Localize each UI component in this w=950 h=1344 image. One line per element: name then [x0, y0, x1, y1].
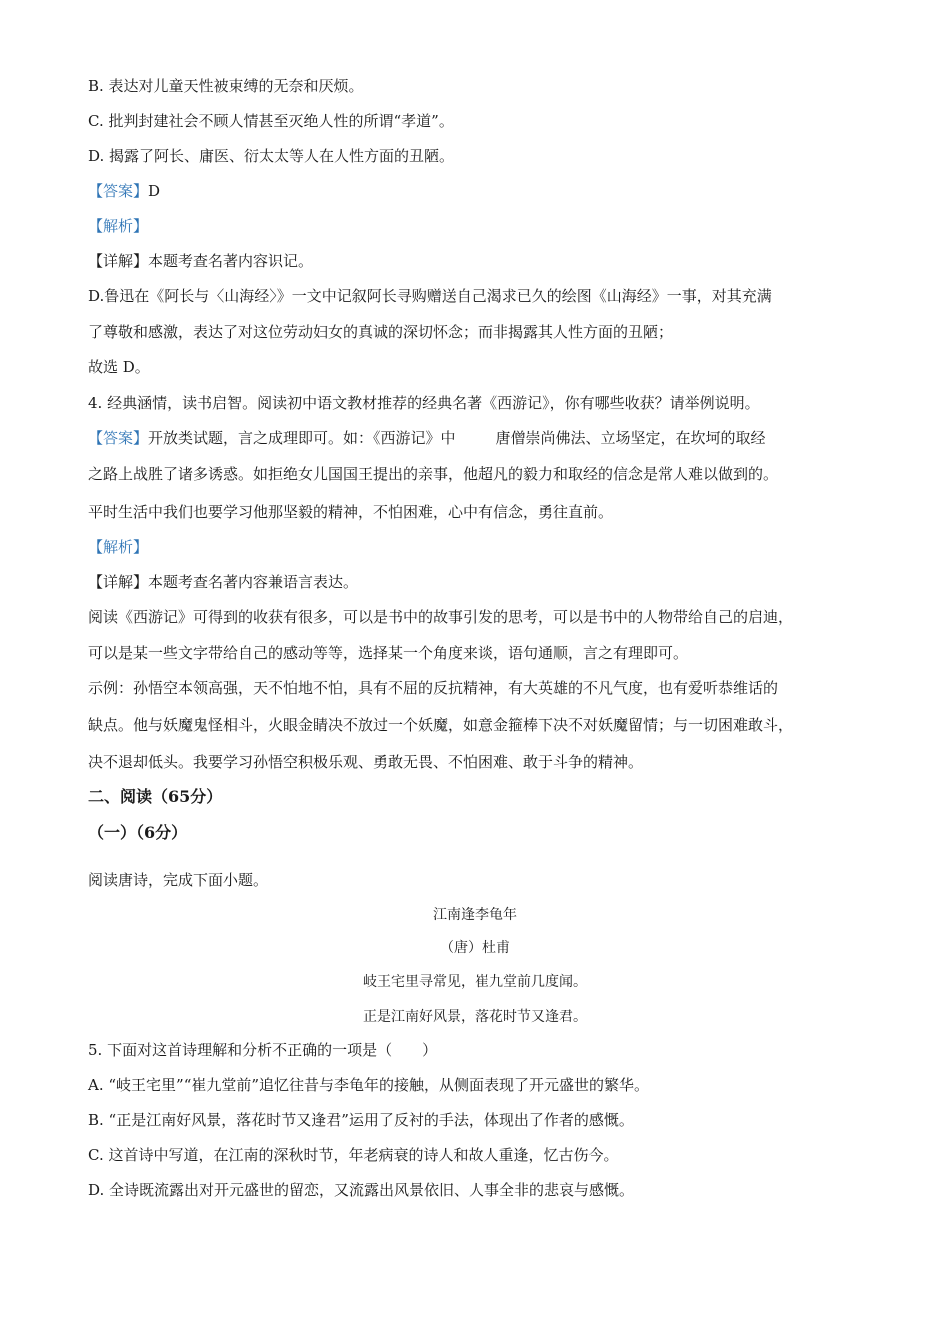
q4-para1-line1: 阅读《西游记》可得到的收获有很多，可以是书中的故事引发的思考，可以是书中的人物带给自己的启迪，	[88, 608, 794, 626]
q5-option-c: C. 这首诗中写道，在江南的深秋时节，年老病衰的诗人和故人重逢，忆古伤今。	[88, 1146, 619, 1164]
q5-option-a: A. “岐王宅里”“崔九堂前”追忆往昔与李龟年的接触，从侧面表现了开元盛世的繁华。	[88, 1076, 650, 1094]
q3-option-c: C. 批判封建社会不顾人情甚至灭绝人性的所谓“孝道”。	[88, 112, 454, 130]
q3-conclusion: 故选 D。	[88, 358, 150, 376]
q3-explain-line1: D.鲁迅在《阿长与〈山海经〉》一文中记叙阿长寻购赠送自己渴求已久的绘图《山海经》一事，对其充满	[88, 287, 772, 305]
q3-option-b: B. 表达对儿童天性被束缚的无奈和厌烦。	[88, 77, 364, 95]
section-instruction: 阅读唐诗，完成下面小题。	[88, 871, 269, 889]
answer-tag: 【答案】	[88, 182, 149, 200]
answer-text-a: 开放类试题，言之成理即可。如：《西游记》中	[148, 429, 456, 447]
poem-line-1: 岐王宅里寻常见，崔九堂前几度闻。	[363, 974, 587, 990]
q3-option-d: D. 揭露了阿长、庸医、衍太太等人在人性方面的丑陋。	[88, 147, 455, 165]
section-subtitle: （一）（6分）	[88, 823, 188, 842]
q4-example-line2: 缺点。他与妖魔鬼怪相斗，火眼金睛决不放过一个妖魔，如意金箍棒下决不对妖魔留情；与一切困难敢斗，	[88, 716, 794, 734]
section-title: 二、阅读（65分）	[88, 787, 223, 806]
poem-line-2: 正是江南好风景，落花时节又逢君。	[363, 1009, 587, 1025]
answer-text-b: 唐僧崇尚佛法、立场坚定，在坎坷的取经	[495, 429, 766, 447]
q5-option-d: D. 全诗既流露出对开元盛世的留恋，又流露出风景依旧、人事全非的悲哀与感慨。	[88, 1181, 635, 1199]
answer-tag: 【答案】	[88, 429, 149, 447]
q4-answer-line1	[88, 428, 766, 448]
q4-example-line3: 决不退却低头。我要学习孙悟空积极乐观、勇敢无畏、不怕困难、敢于斗争的精神。	[88, 753, 644, 771]
q3-explain-line2: 了尊敬和感激，表达了对这位劳动妇女的真诚的深切怀念；而非揭露其人性方面的丑陋；	[88, 323, 674, 341]
q3-detail	[88, 251, 313, 271]
q4-analysis-tag: 【解析】	[88, 538, 149, 556]
poem-author: （唐）杜甫	[440, 940, 510, 956]
detail-text: 本题考查名著内容识记。	[148, 252, 314, 270]
q3-answer	[88, 181, 160, 201]
poem-title: 江南逢李龟年	[433, 907, 517, 923]
q4-example-line1: 示例：孙悟空本领高强，天不怕地不怕，具有不屈的反抗精神，有大英雄的不凡气度，也有爱听恭维话的	[88, 679, 779, 697]
q4-answer-line3: 平时生活中我们也要学习他那坚毅的精神，不怕困难，心中有信念，勇往直前。	[88, 503, 614, 521]
detail-tag: 【详解】	[88, 573, 149, 591]
detail-text: 本题考查名著内容兼语言表达。	[148, 573, 359, 591]
q5-option-b: B. “正是江南好风景，落花时节又逢君”运用了反衬的手法，体现出了作者的感慨。	[88, 1111, 634, 1129]
detail-tag: 【详解】	[88, 252, 149, 270]
q4-detail	[88, 572, 358, 592]
q4-question: 4. 经典涵情，读书启智。阅读初中语文教材推荐的经典名著《西游记》，你有哪些收获？请举例说明。	[88, 394, 760, 412]
q4-answer-line2: 之路上战胜了诸多诱惑。如拒绝女儿国国王提出的亲事，他超凡的毅力和取经的信念是常人难以做到的。	[88, 465, 779, 483]
q3-analysis-tag: 【解析】	[88, 217, 149, 235]
q5-question: 5. 下面对这首诗理解和分析不正确的一项是（ ）	[88, 1041, 438, 1059]
q4-para1-line2: 可以是某一些文字带给自己的感动等等，选择某一个角度来谈，语句通顺，言之有理即可。	[88, 644, 689, 662]
answer-value: D	[148, 182, 161, 200]
